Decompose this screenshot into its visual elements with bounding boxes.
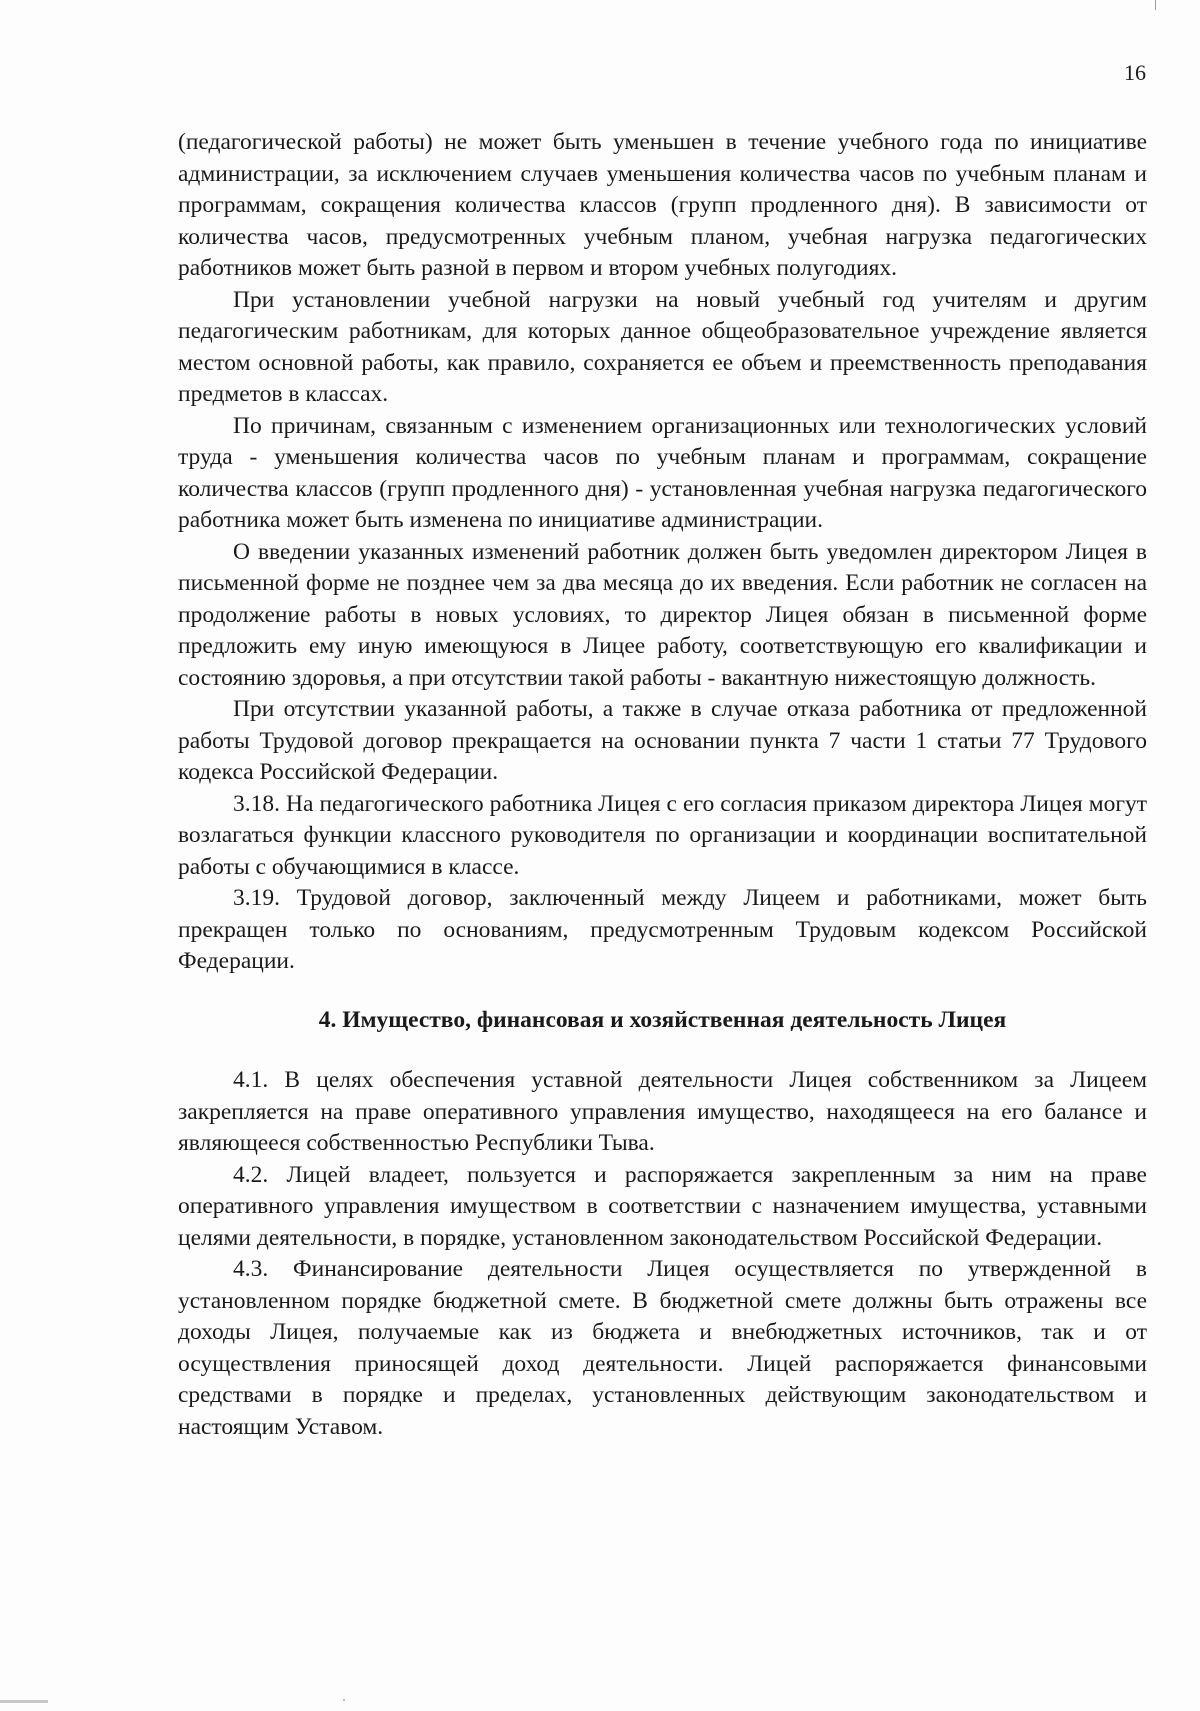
paragraph-continuation: (педагогической работы) не может быть уменьшен в течение учебного года по инициативе администрации, за исключением случаев уменьшения количества часов по учебным планам и программам, сокращения количества классов (групп продленного дня). В зависимости от количества часов, предусмотренных учебным планом, учебная нагрузка педагогических работников может быть разной в первом и втором учебных полугодиях. <box>178 129 1147 281</box>
paragraph: При установлении учебной нагрузки на новый учебный год учителям и другим педагогическим работникам, для которых данное общеобразовательное учреждение является местом основной работы, как правило, сохраняется ее объем и преемственность преподавания предметов в классах. <box>178 286 1147 407</box>
paragraph-3-18: 3.18. На педагогического работника Лицея с его согласия приказом директора Лицея могут возлагаться функции классного руководителя по организации и координации воспитательной работы с обучающимися в классе. <box>178 790 1147 880</box>
page-number: 16 <box>1124 60 1146 85</box>
paragraph: О введении указанных изменений работник должен быть уведомлен директором Лицея в письменной форме не позднее чем за два месяца до их введения. Если работник не согласен на продолжение работы в новых условиях, то директор Лицея обязан в письменной форме предложить ему иную имеющуюся в Лицее работу, соответствующую его квалификации и состоянию здоровья, а при отсутствии такой работы - вакантную нижестоящую должность. <box>178 538 1147 691</box>
document-body <box>178 127 1147 1443</box>
paragraph: По причинам, связанным с изменением организационных или технологических условий труда - уменьшения количества часов по учебным планам и программам, сокращение количества классов (групп продленного дня) - установленная учебная нагрузка педагогического работника может быть изменена по инициативе администрации. <box>178 412 1147 533</box>
scan-edge-mark <box>1155 0 1156 10</box>
paragraph-4-3: 4.3. Финансирование деятельности Лицея осуществляется по утвержденной в установленном порядке бюджетной смете. В бюджетной смете должны быть отражены все доходы Лицея, получаемые как из бюджета и внебюджетных источников, так и от осуществления приносящей доход деятельности. Лицей распоряжается финансовыми средствами в порядке и пределах, установленных действующим законодательством и настоящим Уставом. <box>178 1256 1147 1440</box>
paragraph-3-19: 3.19. Трудовой договор, заключенный между Лицеем и работниками, может быть прекращен только по основаниям, предусмотренным Трудовым кодексом Российской Федерации. <box>178 885 1147 974</box>
section-heading: 4. Имущество, финансовая и хозяйственная деятельность Лицея <box>318 1006 1007 1033</box>
scan-bottom-smudge <box>0 1700 48 1703</box>
paragraph-4-1: 4.1. В целях обеспечения уставной деятельности Лицея собственником за Лицеем закрепляется на праве оперативного управления имущество, находящееся на его балансе и являющееся собственностью Республики Тыва. <box>178 1067 1147 1156</box>
paragraph-4-2: 4.2. Лицей владеет, пользуется и распоряжается закрепленным за ним на праве оперативного управления имуществом в соответствии с назначением имущества, уставными целями деятельности, в порядке, установленном законодательством Российской Федерации. <box>178 1161 1147 1251</box>
scan-bottom-dot <box>343 1699 345 1701</box>
paragraph: При отсутствии указанной работы, а также в случае отказа работника от предложенной работы Трудовой договор прекращается на основании пункта 7 части 1 статьи 77 Трудового кодекса Российской Федерации. <box>178 696 1147 785</box>
